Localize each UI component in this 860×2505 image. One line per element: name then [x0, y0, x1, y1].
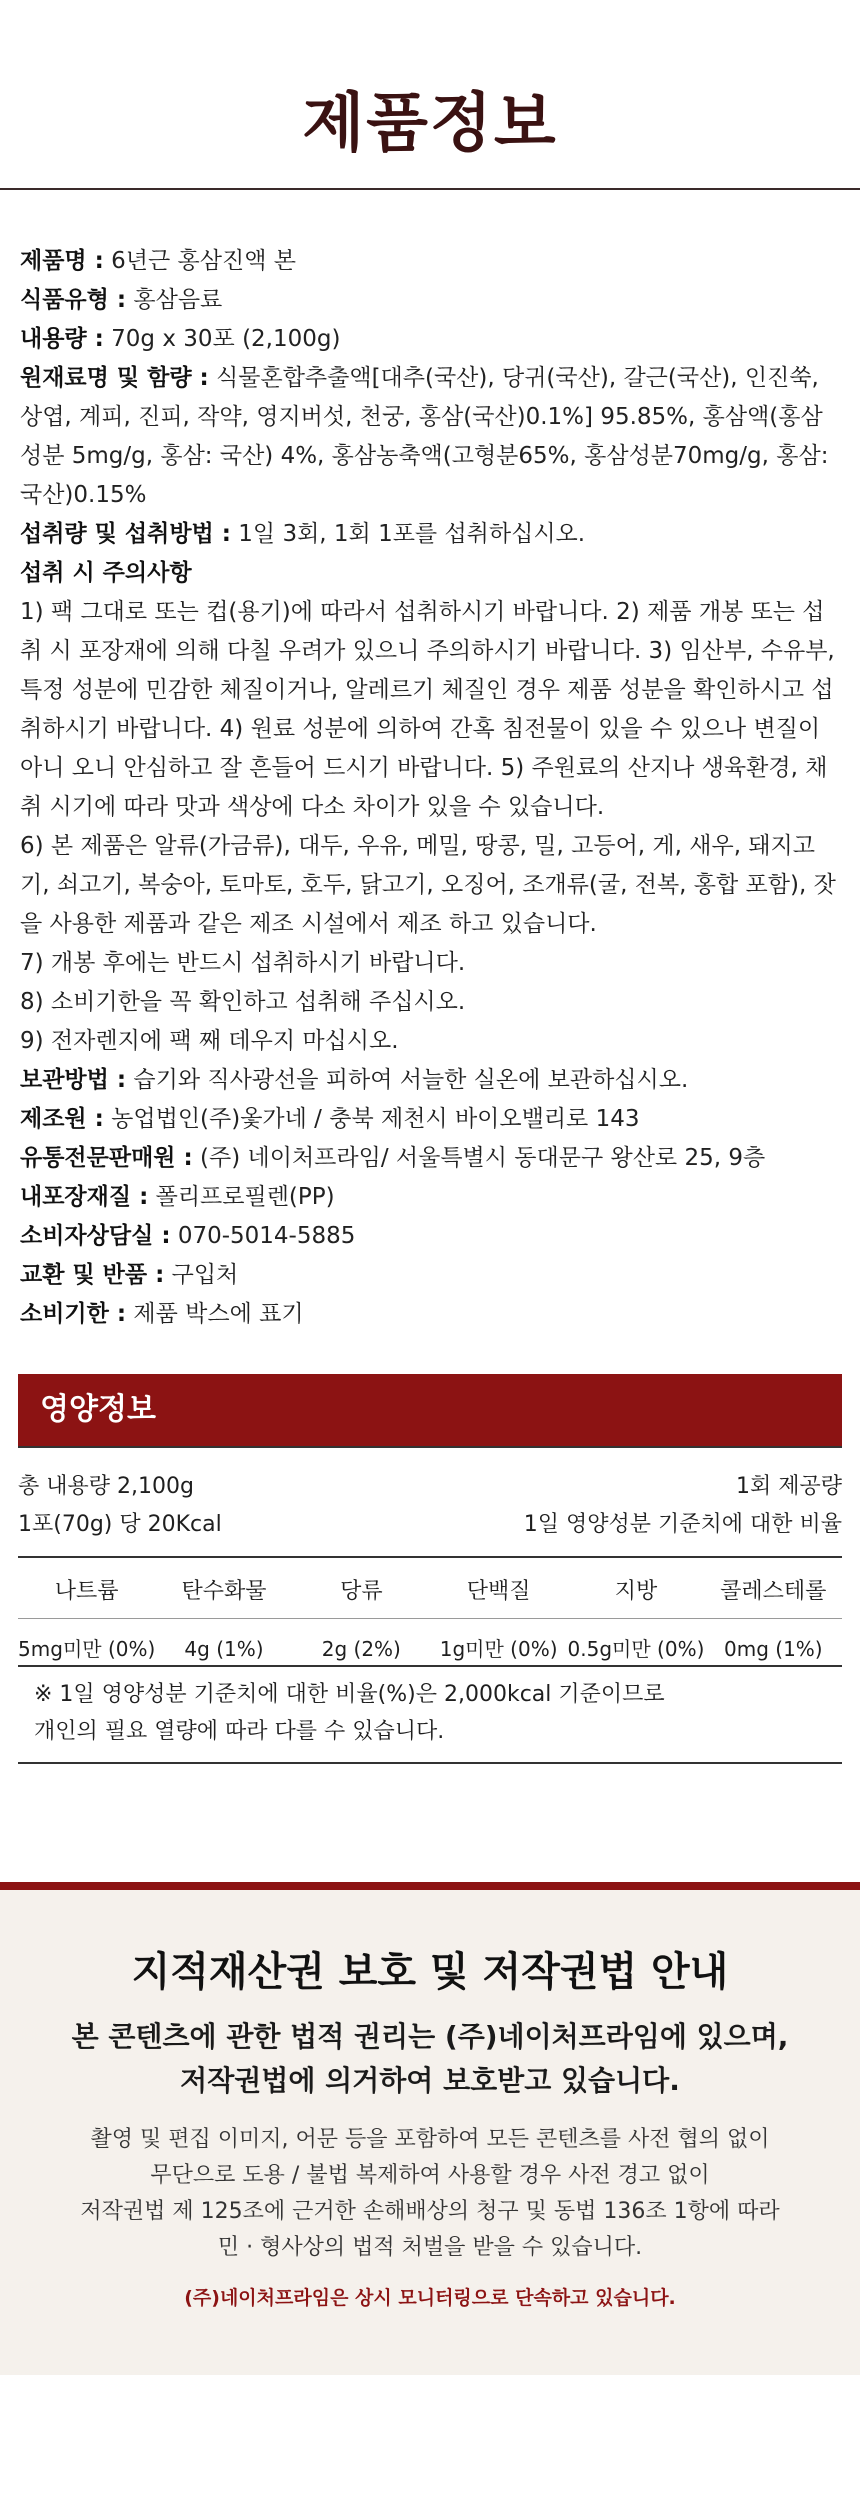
info-label: 유통전문판매원 :	[20, 1145, 193, 1171]
nutrition-value-cell: 0mg (1%)	[724, 1637, 823, 1661]
body-line: 민 · 형사상의 법적 처벌을 받을 수 있습니다.	[217, 2235, 643, 2260]
body-line: 무단으로 도용 / 불법 복제하여 사용할 경우 사전 경고 없이	[150, 2163, 710, 2188]
info-label: 식품유형 :	[20, 287, 127, 313]
per-serving-kcal: 1포(70g) 당 20Kcal	[18, 1512, 222, 1537]
nutrition-header-row	[18, 1566, 842, 1619]
caution-item: 7) 개봉 후에는 반드시 섭취하시기 바랍니다.	[20, 950, 466, 976]
caution-item: 8) 소비기한을 꼭 확인하고 섭취해 주십시오.	[20, 989, 466, 1015]
subtitle-line: 본 콘텐츠에 관한 법적 권리는 (주)네이처프라임에 있으며,	[71, 2020, 789, 2053]
info-row-intake	[20, 515, 840, 554]
nutrition-header-cell: 탄수화물	[181, 1579, 267, 1604]
info-label: 보관방법 :	[20, 1067, 127, 1093]
nutrition-header-cell: 당류	[340, 1579, 383, 1604]
info-label: 소비기한 :	[20, 1301, 127, 1327]
summary-line	[18, 1506, 842, 1544]
caution-heading: 섭취 시 주의사항	[20, 560, 192, 586]
body-line: 촬영 및 편집 이미지, 어문 등을 포함하여 모든 콘텐츠를 사전 협의 없이	[90, 2127, 770, 2152]
nutrition-table	[18, 1566, 842, 1679]
info-row-ingredients	[20, 359, 840, 515]
copyright-body	[0, 2122, 860, 2266]
nutrition-value-cell: 2g (2%)	[321, 1637, 401, 1661]
info-row-expiry	[20, 1295, 840, 1334]
title-divider	[0, 188, 860, 190]
info-row-volume	[20, 320, 840, 359]
info-row-distributor	[20, 1139, 840, 1178]
product-info	[20, 242, 840, 1334]
info-label: 섭취량 및 섭취방법 :	[20, 521, 231, 547]
total-content: 총 내용량 2,100g	[18, 1474, 194, 1499]
copyright-title: 지적재산권 보호 및 저작권법 안내	[131, 1949, 729, 1995]
caution-paragraph: 1) 팩 그대로 또는 컵(용기)에 따라서 섭취하시기 바랍니다. 2) 제품 개봉 또는 섭취 시 포장재에 의해 다칠 우려가 있으니 주의하시기 바랍니다. 3) 임산부, 수유부, 특정 성분에 민감한 체질이거나, 알레르기 체질인 경우 제품 성분을 확인하시고 섭취하시기 바랍니다. 4) 원료 성분에 의하여 간혹 침전물이 있을 수 있으나 변질이 아니 오니 안심하고 잘 흔들어 드시기 바랍니다. 5) 주원료의 산지나 생육환경, 채취 시기에 따라 맛과 색상에 다소 차이가 있을 수 있습니다.	[20, 599, 835, 820]
subtitle-line: 저작권법에 의거하여 보호받고 있습니다.	[180, 2064, 680, 2097]
info-value: 농업법인(주)옻가네 / 충북 제천시 바이오밸리로 143	[103, 1106, 640, 1132]
copyright-top-rule	[0, 1882, 860, 1890]
info-value: 제품 박스에 표기	[126, 1301, 304, 1327]
info-value: 폴리프로필렌(PP)	[148, 1184, 335, 1210]
caution-paragraph: 6) 본 제품은 알류(가금류), 대두, 우유, 메밀, 땅콩, 밀, 고등어, 게, 새우, 돼지고기, 쇠고기, 복숭아, 토마토, 호두, 닭고기, 오징어, 조개류(굴, 전복, 홍합 포함), 잣을 사용한 제품과 같은 제조 시설에서 제조 하고 있습니다.	[20, 833, 836, 937]
info-row-packaging	[20, 1178, 840, 1217]
nutrition-title-bar: 영양정보	[18, 1374, 842, 1446]
info-value: 070-5014-5885	[170, 1223, 356, 1249]
info-value: 70g x 30포 (2,100g)	[103, 326, 341, 352]
info-value: (주) 네이처프라임/ 서울특별시 동대문구 왕산로 25, 9층	[192, 1145, 766, 1171]
info-row-consumer-center	[20, 1217, 840, 1256]
summary-line	[18, 1468, 842, 1506]
info-row-exchange	[20, 1256, 840, 1295]
info-value: 6년근 홍삼진액 본	[103, 248, 296, 274]
nutrition-header-cell: 단백질	[466, 1579, 531, 1604]
info-label: 내포장재질 :	[20, 1184, 149, 1210]
info-label: 교환 및 반품 :	[20, 1262, 165, 1288]
nutrition-value-cell: 0.5g미만 (0%)	[567, 1637, 705, 1661]
info-label: 소비자상담실 :	[20, 1223, 171, 1249]
note-line: ※ 1일 영양성분 기준치에 대한 비율(%)은 2,000kcal 기준이므로	[34, 1682, 665, 1707]
nutrition-value-cell: 5mg미만 (0%)	[18, 1637, 156, 1661]
serving-basis: 1회 제공량	[736, 1474, 842, 1499]
note-line: 개인의 필요 열량에 따라 다를 수 있습니다.	[34, 1719, 445, 1744]
info-row-food-type	[20, 281, 840, 320]
daily-value-basis: 1일 영양성분 기준치에 대한 비율	[523, 1512, 842, 1537]
copyright-subtitle	[0, 2015, 860, 2103]
info-value: 습기와 직사광선을 피하여 서늘한 실온에 보관하십시오.	[126, 1067, 689, 1093]
nutrition-value-row	[18, 1619, 842, 1679]
body-line: 저작권법 제 125조에 근거한 손해배상의 청구 및 동법 136조 1항에 따라	[80, 2199, 780, 2224]
nutrition-divider	[18, 1446, 842, 1448]
nutrition-note	[34, 1676, 834, 1750]
nutrition-divider	[18, 1762, 842, 1764]
page-title: 제품정보	[302, 86, 558, 161]
nutrition-divider	[18, 1665, 842, 1667]
monitoring-warning: (주)네이처프라임은 상시 모니터링으로 단속하고 있습니다.	[184, 2287, 676, 2309]
info-row-manufacturer	[20, 1100, 840, 1139]
info-label: 내용량 :	[20, 326, 104, 352]
nutrition-header-cell: 지방	[614, 1579, 658, 1604]
nutrition-divider	[18, 1556, 842, 1558]
nutrition-value-cell: 4g (1%)	[184, 1637, 264, 1661]
nutrition-header-cell: 나트륨	[54, 1579, 119, 1604]
info-label: 제조원 :	[20, 1106, 104, 1132]
caution-item: 9) 전자렌지에 팩 째 데우지 마십시오.	[20, 1028, 399, 1054]
info-label: 원재료명 및 함량 :	[20, 365, 209, 391]
nutrition-summary	[18, 1468, 842, 1544]
info-value: 홍삼음료	[126, 287, 223, 313]
info-value: 식물혼합추출액[대추(국산), 당귀(국산), 갈근(국산), 인진쑥, 상엽, 계피, 진피, 작약, 영지버섯, 천궁, 홍삼(국산)0.1%] 95.85%, 홍삼액(홍삼성분 5mg/g, 홍삼: 국산) 4%, 홍삼농축액(고형분65%, 홍삼성분70mg/g, 홍삼:국산)0.15%	[20, 365, 829, 508]
nutrition-header-cell: 콜레스테롤	[720, 1579, 827, 1604]
info-row-storage	[20, 1061, 840, 1100]
info-row-product-name	[20, 242, 840, 281]
info-value: 1일 3회, 1회 1포를 섭취하십시오.	[230, 521, 586, 547]
info-label: 제품명 :	[20, 248, 104, 274]
info-value: 구입처	[164, 1262, 239, 1288]
nutrition-value-cell: 1g미만 (0%)	[439, 1637, 558, 1661]
